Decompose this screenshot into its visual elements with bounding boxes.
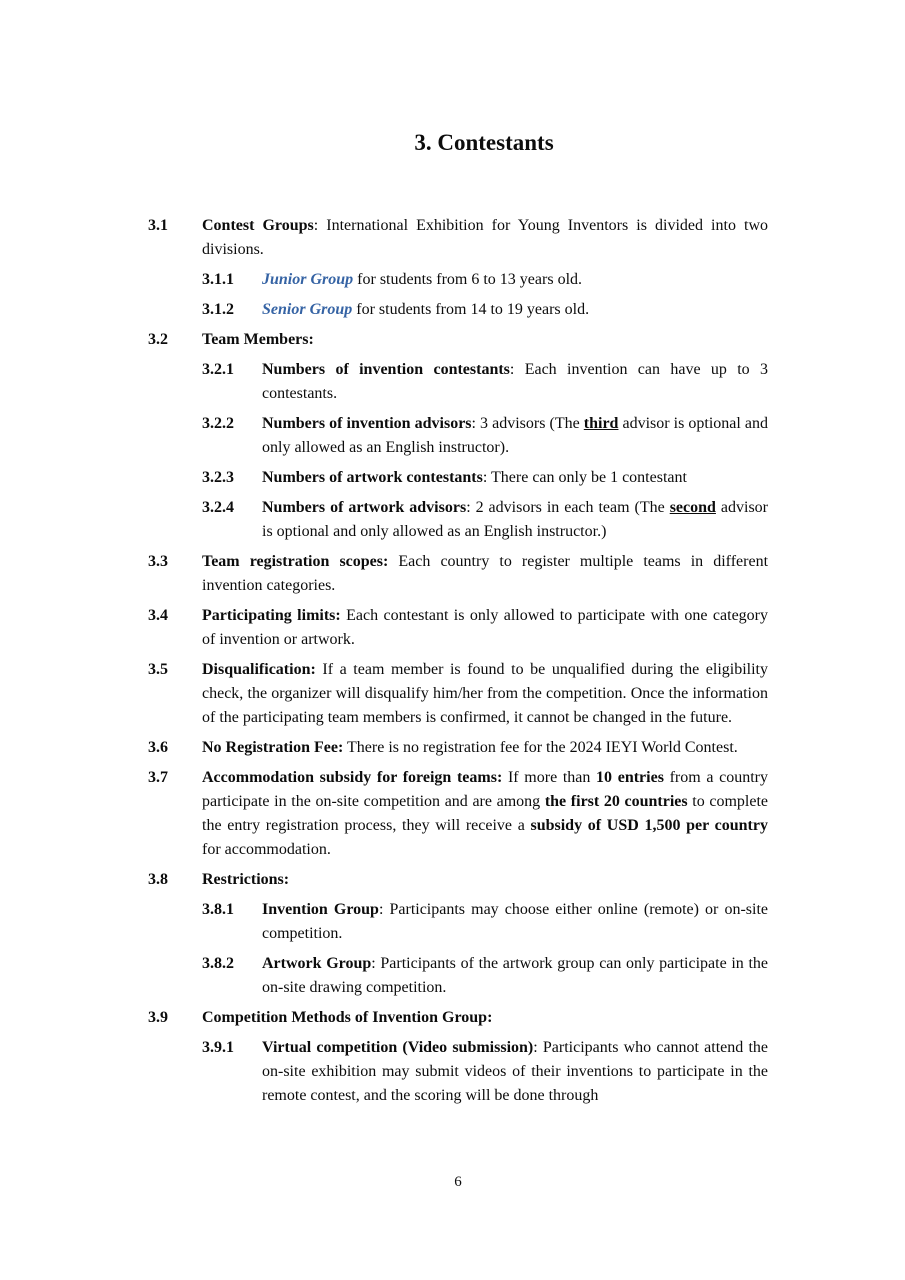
text-segment: : Each invention can have up to 3 contestants. (262, 361, 769, 402)
section-text (202, 550, 768, 598)
section-item (148, 766, 768, 862)
text-segment: : 3 advisors (The (471, 415, 584, 432)
section-text (202, 328, 768, 352)
text-segment: : 2 advisors in each team (The (466, 499, 670, 516)
section-text (262, 268, 768, 292)
section-item (148, 328, 768, 352)
section-number: 3.5 (148, 661, 168, 678)
section-number: 3.2.3 (202, 469, 234, 486)
text-segment: Numbers of invention advisors (262, 415, 472, 432)
text-segment: second (669, 499, 716, 516)
section-number: 3.2.2 (202, 415, 234, 432)
text-segment: : There can only be 1 contestant (482, 469, 687, 486)
text-segment: : Participants may choose either online (remote) or on-site competition. (262, 901, 769, 942)
section-item (148, 898, 768, 946)
section-item (148, 550, 768, 598)
section-number: 3.7 (148, 769, 168, 786)
text-segment: : International Exhibition for Young Inventors is divided into two divisions. (202, 217, 769, 258)
text-segment: advisor is optional and only allowed as an English instructor.) (262, 499, 768, 540)
section-item (148, 1036, 768, 1108)
section-number: 3.3 (148, 553, 168, 570)
section-text (202, 868, 768, 892)
text-segment: for students from 14 to 19 years old. (352, 301, 590, 318)
section-text (262, 298, 768, 322)
section-item (148, 298, 768, 322)
section-text (262, 358, 768, 406)
text-segment: Competition Methods of Invention Group: (202, 1009, 493, 1026)
text-segment: Each contestant is only allowed to participate with one category of invention or artwork. (202, 607, 769, 648)
text-segment: Restrictions: (202, 871, 290, 888)
text-segment: Virtual competition (Video submission) (262, 1039, 534, 1056)
section-item (148, 1006, 768, 1030)
text-segment: There is no registration fee for the 2024 IEYI World Contest. (343, 739, 738, 756)
section-number: 3.6 (148, 739, 168, 756)
section-text (202, 604, 768, 652)
section-text (202, 658, 768, 730)
text-segment: Team registration scopes: (202, 553, 389, 570)
section-number: 3.1.1 (202, 271, 234, 288)
page-content (148, 0, 768, 1114)
section-number: 3.4 (148, 607, 168, 624)
document-body (148, 214, 768, 1108)
section-item (148, 268, 768, 292)
section-item (148, 952, 768, 1000)
section-number: 3.9.1 (202, 1039, 234, 1056)
section-text (262, 1036, 768, 1108)
text-segment: Participating limits: (202, 607, 341, 624)
text-segment: Numbers of artwork contestants (262, 469, 483, 486)
section-item (148, 496, 768, 544)
text-segment: Contest Groups (202, 217, 314, 234)
text-segment: : Participants who cannot attend the on-site exhibition may submit videos of their inventions to participate in the remote contest, and the scoring will be done through (262, 1039, 769, 1104)
text-segment: from a country participate in the on-site competition and are among (202, 769, 769, 810)
section-text (202, 1006, 768, 1030)
section-text (202, 766, 768, 862)
text-segment: subsidy of USD 1,500 per country (530, 817, 768, 834)
section-text (262, 412, 768, 460)
text-segment: to complete the entry registration process, they will receive a (202, 793, 768, 834)
section-number: 3.9 (148, 1009, 168, 1026)
text-segment: the first 20 countries (544, 793, 688, 810)
text-segment: Numbers of artwork advisors (262, 499, 467, 516)
section-item (148, 358, 768, 406)
text-segment: for accommodation. (202, 841, 331, 858)
text-segment: : Participants of the artwork group can only participate in the on-site drawing competition. (262, 955, 769, 996)
text-segment: advisor is optional and only allowed as an English instructor). (262, 415, 769, 456)
text-segment: for students from 6 to 13 years old. (353, 271, 583, 288)
text-segment: Junior Group (262, 271, 354, 288)
text-segment: Disqualification: (202, 661, 316, 678)
section-item (148, 736, 768, 760)
section-item (148, 658, 768, 730)
text-segment: Team Members: (202, 331, 314, 348)
section-number: 3.1 (148, 217, 168, 234)
section-text (262, 496, 768, 544)
section-text (262, 466, 768, 490)
page-title: 3. Contestants (414, 130, 554, 155)
section-number: 3.8.1 (202, 901, 234, 918)
section-text (262, 952, 768, 1000)
page-number: 6 (454, 1174, 462, 1190)
section-text (202, 736, 768, 760)
section-text (262, 898, 768, 946)
text-segment: Artwork Group (262, 955, 372, 972)
section-item (148, 214, 768, 262)
text-segment: No Registration Fee: (202, 739, 344, 756)
section-number: 3.8 (148, 871, 168, 888)
section-number: 3.2.4 (202, 499, 234, 516)
section-item (148, 466, 768, 490)
section-number: 3.2 (148, 331, 168, 348)
section-item (148, 868, 768, 892)
text-segment: If more than (502, 769, 597, 786)
text-segment: 10 entries (596, 769, 664, 786)
text-segment: Each country to register multiple teams in different invention categories. (202, 553, 769, 594)
section-number: 3.2.1 (202, 361, 234, 378)
text-segment: third (583, 415, 619, 432)
section-item (148, 604, 768, 652)
section-text (202, 214, 768, 262)
section-item (148, 412, 768, 460)
text-segment: Accommodation subsidy for foreign teams: (202, 769, 503, 786)
section-number: 3.8.2 (202, 955, 234, 972)
section-number: 3.1.2 (202, 301, 234, 318)
text-segment: If a team member is found to be unqualified during the eligibility check, the organizer will disqualify him/her from the competition. Once the information of the participating team members is confirmed, it cannot be changed in the future. (202, 661, 768, 726)
text-segment: Invention Group (262, 901, 379, 918)
text-segment: Senior Group (262, 301, 353, 318)
text-segment: Numbers of invention contestants (262, 361, 510, 378)
page-footer (148, 1172, 768, 1192)
